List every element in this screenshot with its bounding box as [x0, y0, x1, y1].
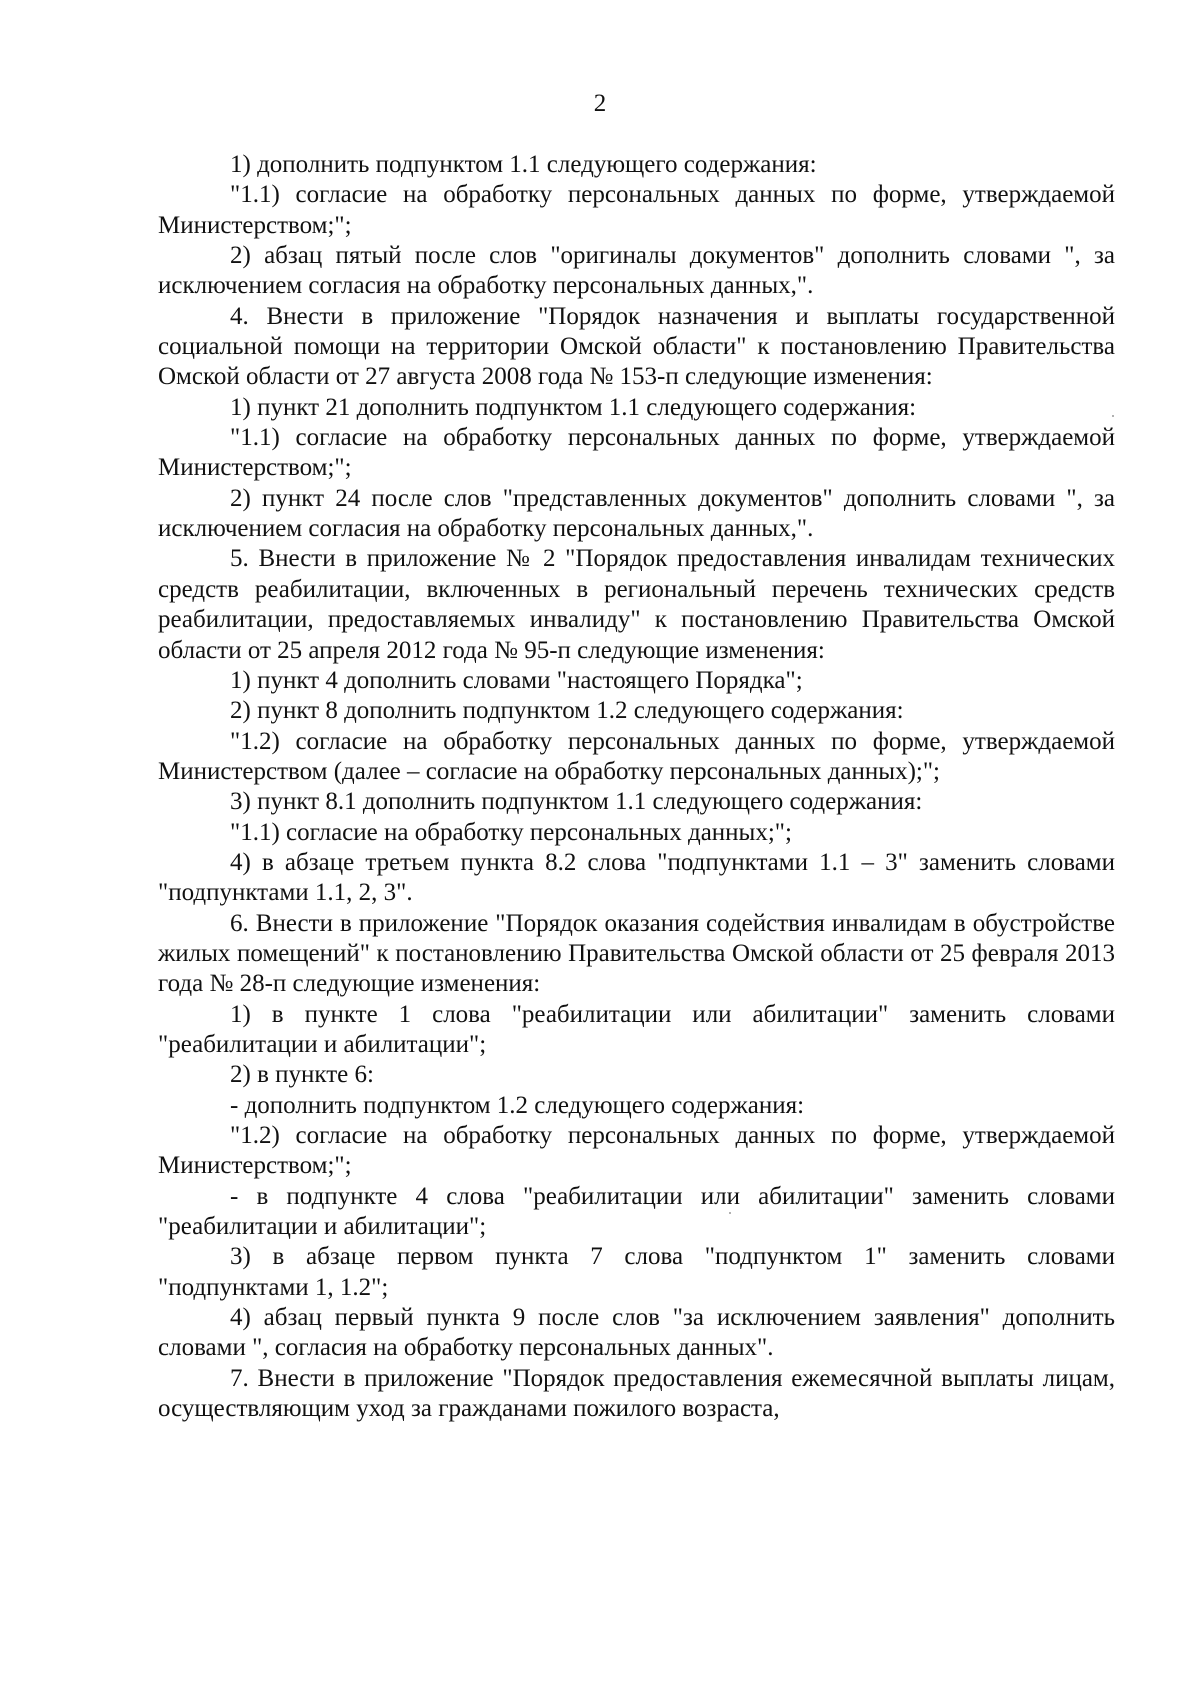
document-body — [158, 150, 1115, 1424]
paragraph-4: 4. Внести в приложение "Порядок назначения и выплаты государственной социальной помощи на территории Омской области" к постановлению Правительства Омской области от 27 августа 2008 года № 153-п следующие изменения: — [158, 302, 1115, 391]
paragraph-16: 1) в пункте 1 слова "реабилитации или абилитации" заменить словами "реабилитации и абилитации"; — [158, 1000, 1115, 1058]
paragraph-14: 4) в абзаце третьем пункта 8.2 слова "подпунктами 1.1 – 3" заменить словами "подпунктами 1.1, 2, 3". — [158, 848, 1115, 907]
paragraph-2: "1.1) согласие на обработку персональных данных по форме, утверждаемой Министерством;"; — [158, 181, 1115, 239]
paragraph-17: 2) в пункте 6: — [230, 1061, 374, 1089]
paragraph-22: 4) абзац первый пункта 9 после слов "за исключением заявления" дополнить словами ", согласия на обработку персональных данных". — [158, 1304, 1115, 1362]
scan-speck — [729, 1212, 731, 1214]
paragraph-8: 5. Внести в приложение № 2 "Порядок предоставления инвалидам технических средств реабилитации, включенных в региональный перечень технических средств реабилитации, предоставляемых инвалиду" к постановлению Правительства Омской области от 25 апреля 2012 года № 95-п следующие изменения: — [158, 545, 1115, 664]
paragraph-1: 1) дополнить подпунктом 1.1 следующего содержания: — [230, 151, 817, 178]
paragraph-9: 1) пункт 4 дополнить словами "настоящего Порядка"; — [230, 666, 803, 694]
paragraph-12: 3) пункт 8.1 дополнить подпунктом 1.1 следующего содержания: — [230, 788, 923, 816]
paragraph-15: 6. Внести в приложение "Порядок оказания содействия инвалидам в обустройстве жилых помещений" к постановлению Правительства Омской области от 25 февраля 2013 года № 28-п следующие изменения: — [158, 909, 1115, 998]
paragraph-19: "1.2) согласие на обработку персональных данных по форме, утверждаемой Министерством;"; — [158, 1122, 1115, 1180]
paragraph-20: - в подпункте 4 слова "реабилитации или абилитации" заменить словами "реабилитации и абилитации"; — [158, 1182, 1115, 1241]
paragraph-7: 2) пункт 24 после слов "представленных документов" дополнить словами ", за исключением согласия на обработку персональных данных,". — [158, 484, 1115, 543]
paragraph-10: 2) пункт 8 дополнить подпунктом 1.2 следующего содержания: — [230, 697, 904, 725]
paragraph-18: - дополнить подпунктом 1.2 следующего содержания: — [230, 1091, 805, 1119]
paragraph-21: 3) в абзаце первом пункта 7 слова "подпунктом 1" заменить словами "подпунктами 1, 1.2"; — [158, 1243, 1115, 1301]
paragraph-13: "1.1) согласие на обработку персональных данных;"; — [230, 818, 792, 846]
paragraph-5: 1) пункт 21 дополнить подпунктом 1.1 следующего содержания: — [230, 393, 917, 421]
paragraph-6: "1.1) согласие на обработку персональных данных по форме, утверждаемой Министерством;"; — [158, 424, 1115, 482]
page-number: 2 — [593, 90, 607, 117]
scan-speck — [1112, 415, 1114, 417]
paragraph-3: 2) абзац пятый после слов "оригиналы документов" дополнить словами ", за исключением согласия на обработку персональных данных,". — [158, 242, 1115, 300]
paragraph-11: "1.2) согласие на обработку персональных данных по форме, утверждаемой Министерством (далее – согласие на обработку персональных данных);"; — [158, 727, 1115, 785]
paragraph-23: 7. Внести в приложение "Порядок предоставления ежемесячной выплаты лицам, осуществляющим уход за гражданами пожилого возраста, — [158, 1364, 1115, 1423]
